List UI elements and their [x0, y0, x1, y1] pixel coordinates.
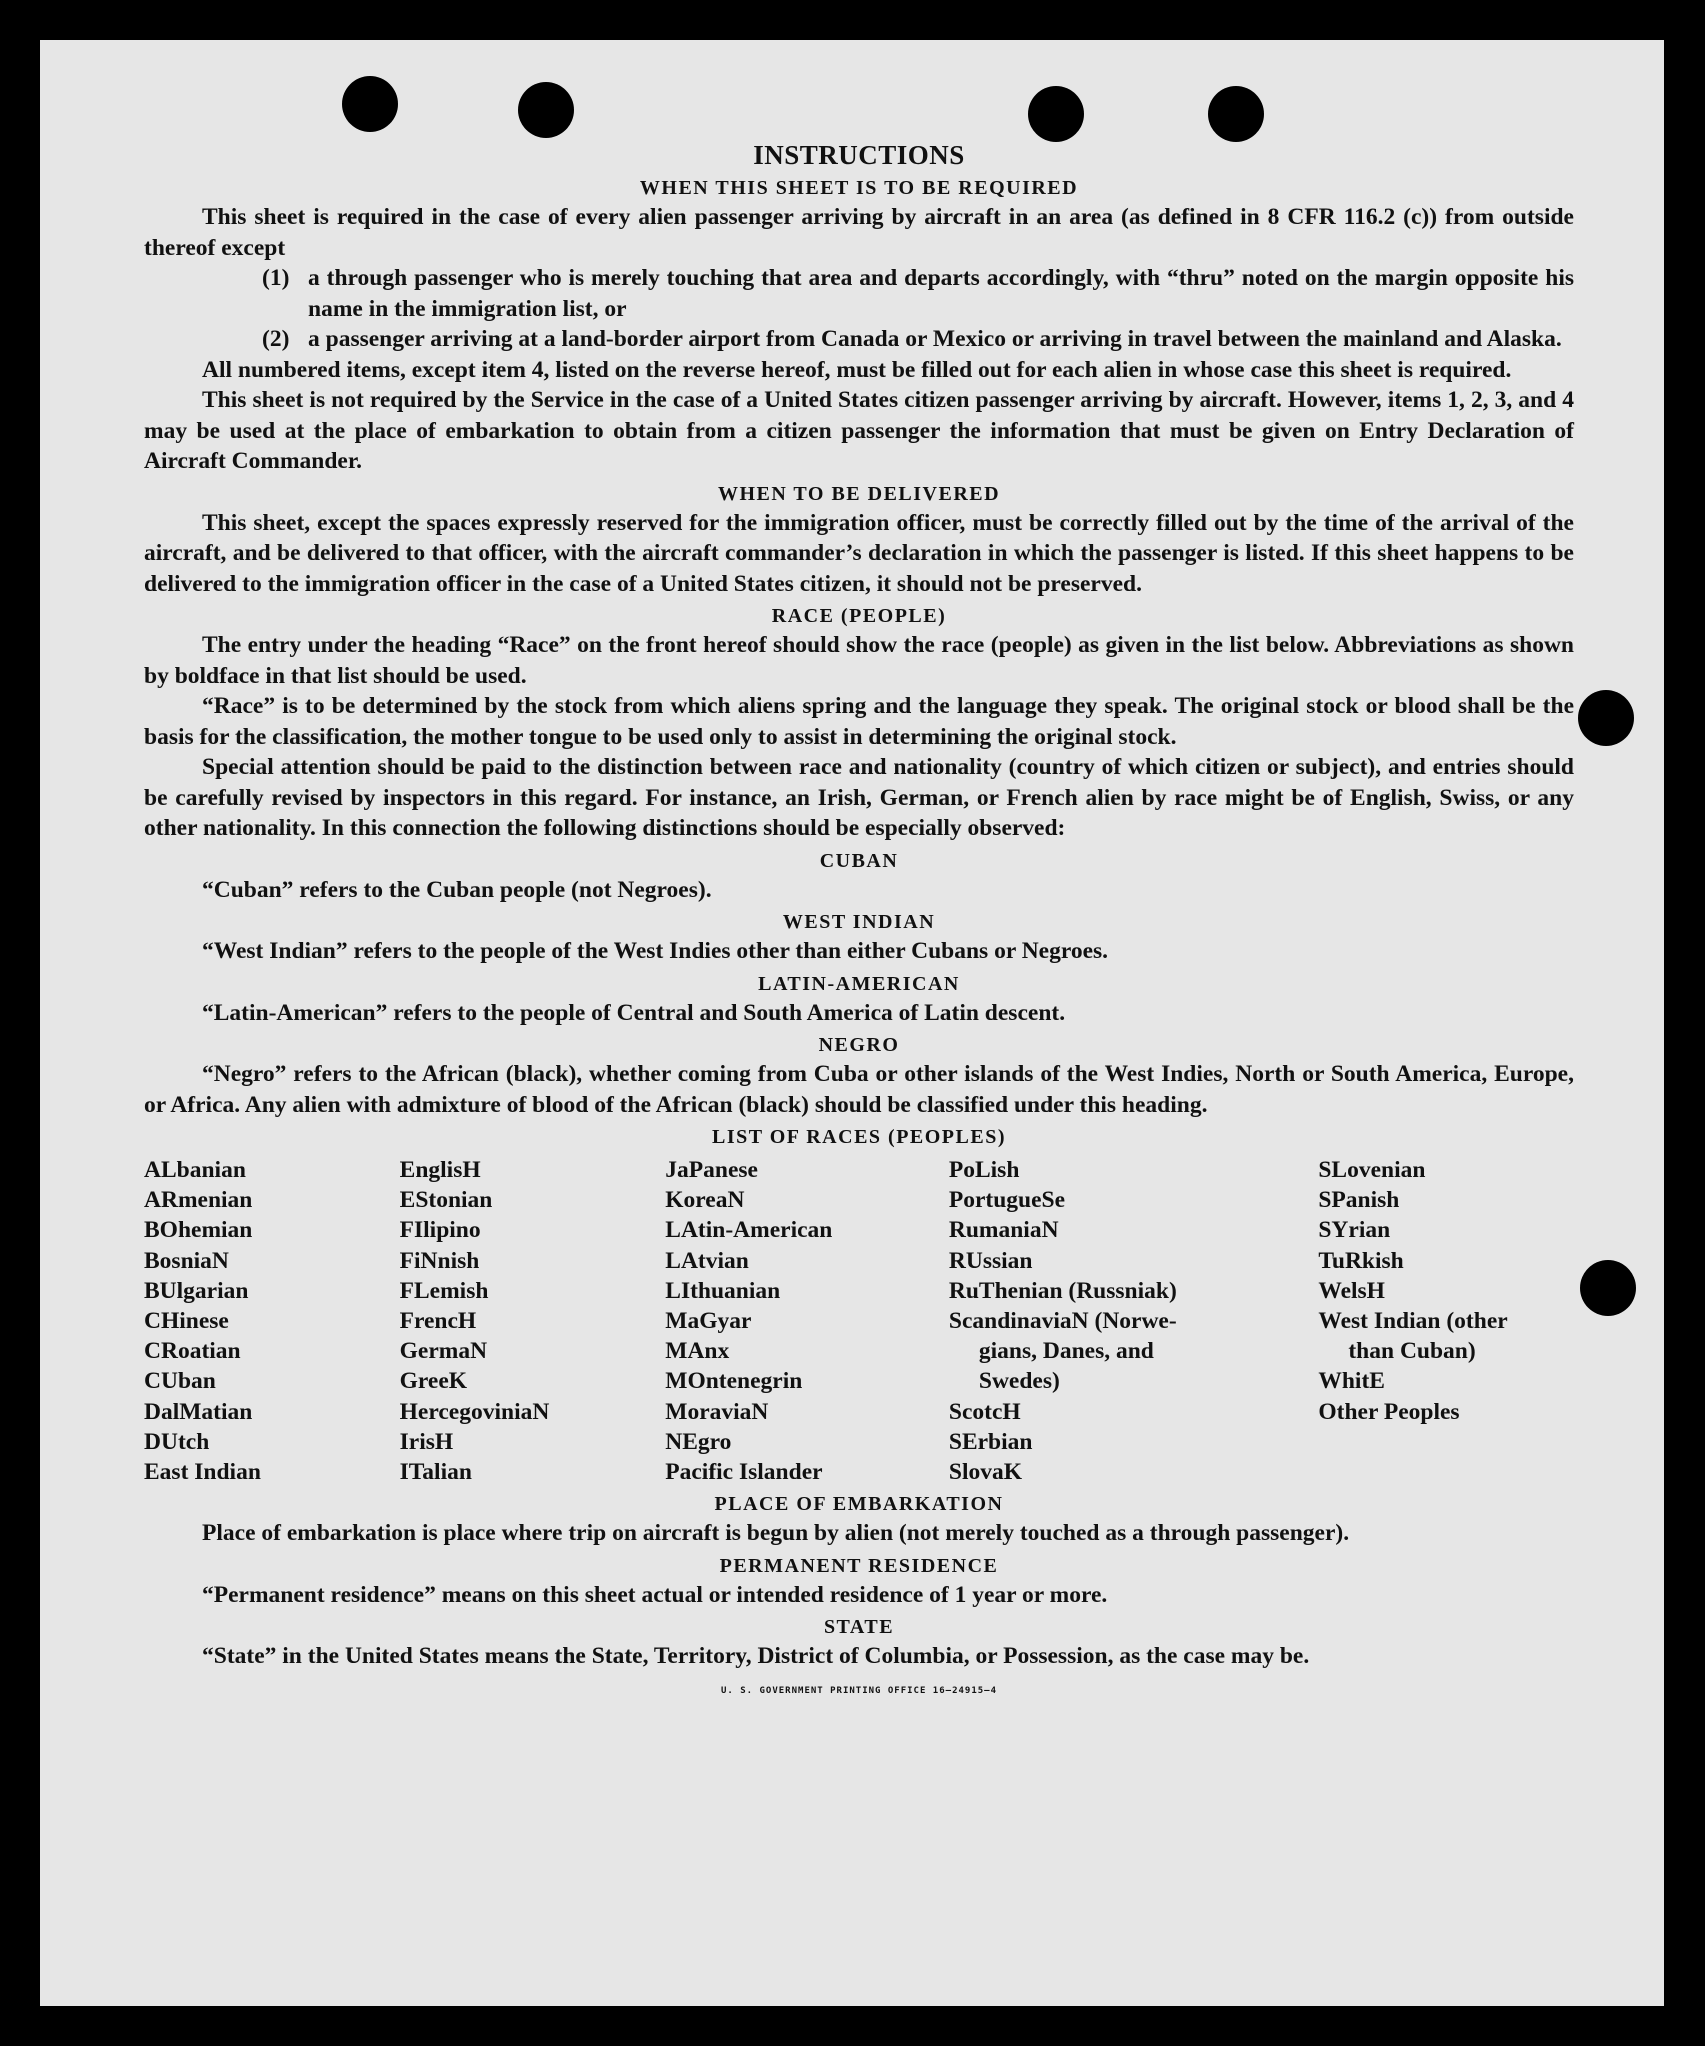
paragraph: “State” in the United States means the State, Territory, District of Columbia, or Possession, as the case may be. — [202, 1643, 1310, 1670]
race-entry: WelsH — [1318, 1277, 1385, 1304]
paragraph: All numbered items, except item 4, listed on the reverse hereof, must be filled out for each alien in whose case this sheet is required. — [202, 356, 1512, 383]
race-entry: FiNnish — [399, 1247, 480, 1274]
race-entry: ITalian — [399, 1459, 472, 1486]
race-entry: KoreaN — [665, 1187, 745, 1214]
punch-hole — [1208, 86, 1264, 142]
race-entry: CHinese — [144, 1308, 229, 1335]
paragraph: “Race” is to be determined by the stock from which aliens spring and the language they speak. The original stock or blood shall be the basis for the classification, the mother tongue to be used only to assist in determining the original stock. — [144, 693, 1574, 750]
race-entry: BOhemian — [144, 1217, 253, 1244]
section-heading-when-delivered: WHEN TO BE DELIVERED — [717, 482, 1001, 505]
race-entry: JaPanese — [665, 1157, 758, 1183]
race-entry: HercegoviniaN — [399, 1398, 550, 1425]
race-entry: ARmenian — [144, 1187, 253, 1214]
race-entry: MaGyar — [665, 1308, 752, 1335]
race-entry: SPanish — [1318, 1187, 1400, 1214]
document-sheet — [40, 40, 1664, 2006]
race-entry: WhitE — [1318, 1368, 1385, 1395]
item-text: a passenger arriving at a land-border airport from Canada or Mexico or arriving in travel between the mainland and Alaska. — [308, 326, 1562, 352]
race-entry: DUtch — [144, 1428, 210, 1455]
race-entry: RumaniaN — [948, 1217, 1059, 1244]
race-entry: PortugueSe — [948, 1187, 1066, 1214]
item-number: (2) — [262, 326, 290, 352]
race-entry: IrisH — [399, 1428, 454, 1455]
races-column — [144, 1155, 400, 1487]
section-heading-embarkation: PLACE OF EMBARKATION — [714, 1493, 1004, 1516]
paragraph: “Cuban” refers to the Cuban people (not Negroes). — [202, 876, 712, 903]
race-entry: CUban — [144, 1368, 216, 1395]
paragraph: This sheet is required in the case of every alien passenger arriving by aircraft in an area (as defined in 8 CFR 116.2 (c)) from outside thereof except — [144, 204, 1574, 261]
section-heading-state: STATE — [823, 1616, 895, 1639]
punch-hole — [342, 76, 398, 132]
race-entry: EStonian — [399, 1187, 493, 1214]
section-heading-latin-american: LATIN-AMERICAN — [758, 972, 960, 995]
race-entry: BUlgarian — [144, 1277, 249, 1304]
race-entry: RUssian — [948, 1247, 1033, 1274]
paragraph: Place of embarkation is place where trip on aircraft is begun by alien (not merely touched as a through passenger). — [202, 1520, 1350, 1547]
race-entry: MoraviaN — [665, 1398, 769, 1425]
race-entry: MOntenegrin — [665, 1368, 803, 1395]
race-entry: SYrian — [1318, 1217, 1391, 1244]
races-list — [144, 1155, 1574, 1487]
race-entry: FLemish — [399, 1277, 489, 1304]
race-entry: LIthuanian — [665, 1277, 781, 1304]
item-number: (1) — [262, 265, 290, 291]
race-entry: LAtvian — [665, 1247, 749, 1274]
race-entry: DalMatian — [144, 1398, 253, 1425]
race-entry: FrencH — [399, 1308, 477, 1335]
race-entry: LAtin-American — [665, 1217, 833, 1244]
race-entry: Pacific Islander — [665, 1459, 823, 1486]
numbered-item — [262, 263, 1574, 324]
race-entry: than Cuban) — [1348, 1338, 1476, 1365]
section-heading-cuban: CUBAN — [819, 849, 899, 872]
races-column — [400, 1155, 666, 1487]
race-entry: MAnx — [665, 1338, 730, 1365]
race-entry: ALbanian — [144, 1157, 246, 1183]
paragraph: This sheet is not required by the Service in the case of a United States citizen passenger arriving by aircraft. However, items 1, 2, 3, and 4 may be used at the place of embarkation to obtain from a citizen passenger the information that must be given on Entry Declaration of Aircraft Commander. — [144, 387, 1574, 474]
races-column — [665, 1155, 949, 1487]
section-heading-west-indian: WEST INDIAN — [782, 911, 936, 933]
race-entry: BosniaN — [144, 1247, 229, 1274]
races-column — [1318, 1155, 1574, 1487]
race-entry: EnglisH — [399, 1157, 481, 1183]
race-entry: FIlipino — [399, 1217, 481, 1244]
punch-hole — [518, 82, 574, 138]
race-entry: East Indian — [144, 1459, 261, 1486]
paragraph: “Negro” refers to the African (black), whether coming from Cuba or other islands of the West Indies, North or South America, Europe, or Africa. Any alien with admixture of blood of the African (black) should be classified under this heading. — [144, 1061, 1574, 1118]
race-entry: NEgro — [665, 1428, 732, 1455]
race-entry: TuRkish — [1318, 1247, 1404, 1274]
section-heading-list-of-races: LIST OF RACES (PEOPLES) — [711, 1126, 1006, 1148]
race-entry: GreeK — [399, 1368, 468, 1395]
section-heading-negro: NEGRO — [818, 1034, 900, 1056]
punch-hole — [1578, 690, 1634, 746]
section-heading-when-required: WHEN THIS SHEET IS TO BE REQUIRED — [639, 177, 1079, 199]
paragraph: “Latin-American” refers to the people of Central and South America of Latin descent. — [202, 999, 1066, 1026]
section-heading-residence: PERMANENT RESIDENCE — [719, 1554, 999, 1577]
races-column — [949, 1155, 1318, 1487]
race-entry: gians, Danes, and — [978, 1338, 1154, 1365]
numbered-item — [262, 324, 1574, 355]
race-entry: SErbian — [948, 1428, 1033, 1455]
race-entry: West Indian (other — [1318, 1308, 1508, 1335]
race-entry: SlovaK — [948, 1459, 1023, 1486]
instructions-content — [144, 140, 1574, 1696]
paragraph: “Permanent residence” means on this sheet actual or intended residence of 1 year or more. — [202, 1581, 1108, 1608]
race-entry: Swedes) — [978, 1368, 1060, 1395]
punch-hole — [1028, 86, 1084, 142]
race-entry: ScandinaviaN (Norwe- — [948, 1308, 1177, 1335]
punch-hole — [1580, 1260, 1636, 1316]
paragraph: This sheet, except the spaces expressly reserved for the immigration officer, must be correctly filled out by the time of the arrival of the aircraft, and be delivered to that officer, with the aircraft commander’s declaration in which the passenger is listed. If this sheet happens to be delivered to the immigration officer in the case of a United States citizen, it should not be preserved. — [144, 509, 1574, 597]
race-entry: CRoatian — [144, 1338, 241, 1365]
race-entry: RuThenian (Russniak) — [948, 1277, 1177, 1304]
race-entry: SLovenian — [1318, 1157, 1426, 1183]
race-entry: ScotcH — [948, 1398, 1021, 1425]
race-entry: Other Peoples — [1318, 1398, 1460, 1425]
paragraph: The entry under the heading “Race” on the front hereof should show the race (people) as given in the list below. Abbreviations as shown by boldface in that list should be used. — [144, 632, 1574, 689]
paragraph: “West Indian” refers to the people of the West Indies other than either Cubans or Negroes. — [202, 938, 1109, 964]
item-text: a through passenger who is merely touching that area and departs accordingly, with “thru” noted on the margin opposite his name in the immigration list, or — [308, 265, 1574, 322]
section-heading-race: RACE (PEOPLE) — [771, 605, 947, 627]
paragraph: Special attention should be paid to the distinction between race and nationality (country of which citizen or subject), and entries should be carefully revised by inspectors in this regard. For instance, an Irish, German, or French alien by race might be of English, Swiss, or any other nationality. In this connection the following distinctions should be especially observed: — [144, 754, 1574, 841]
page-title: INSTRUCTIONS — [753, 140, 965, 170]
printer-imprint: U. S. GOVERNMENT PRINTING OFFICE 16—24915—4 — [721, 1685, 997, 1696]
race-entry: PoLish — [948, 1157, 1020, 1183]
race-entry: GermaN — [399, 1338, 488, 1365]
